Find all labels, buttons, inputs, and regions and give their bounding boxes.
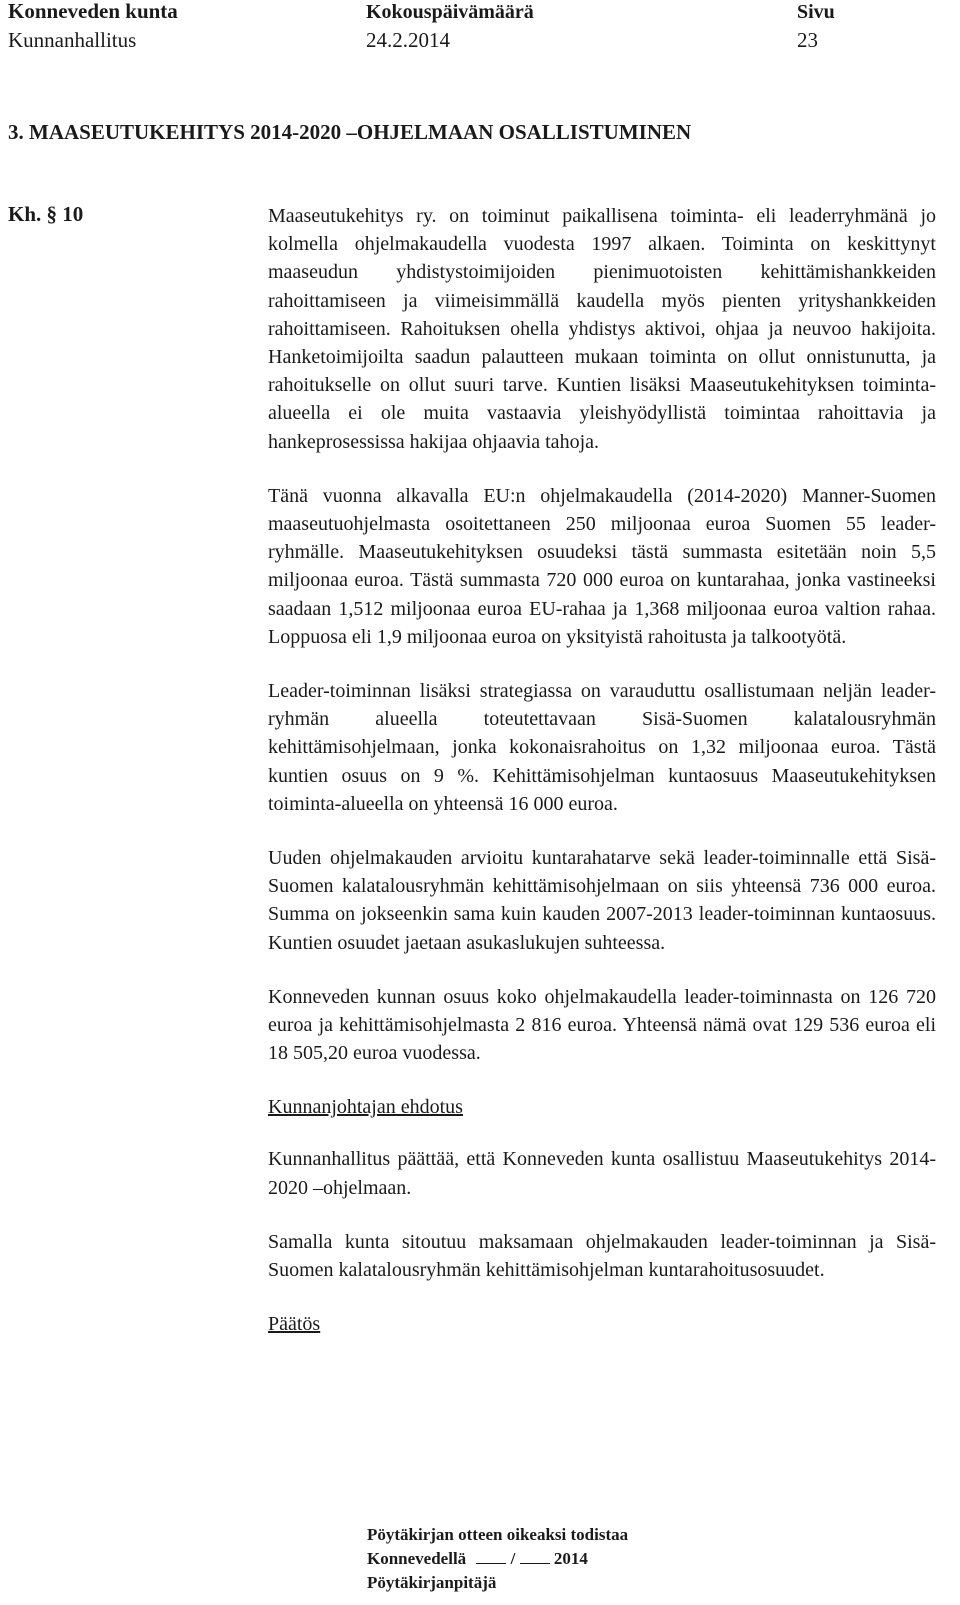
decision-heading: Päätös — [268, 1313, 321, 1336]
org-name: Konneveden kunta — [8, 0, 178, 23]
page-number: 23 — [797, 28, 818, 52]
certification-place-date — [367, 1547, 628, 1571]
paragraph-municipality-share: Konneveden kunnan osuus koko ohjelmakaudella leader-toiminnasta on 126 720 euroa ja kehittämisohjelmasta 2 816 euroa. Yhteensä nämä ovat 129 536 euroa eli 18 505,20 euroa vuodessa. — [268, 985, 936, 1065]
certification-line: Pöytäkirjan otteen oikeaksi todistaa — [367, 1525, 629, 1544]
page-title: 3. MAASEUTUKEHITYS 2014-2020 –OHJELMAAN OSALLISTUMINEN — [8, 120, 692, 144]
proposal-heading: Kunnanjohtajan ehdotus — [268, 1096, 463, 1119]
secretary-label: Pöytäkirjanpitäjä — [367, 1573, 497, 1592]
body-name: Kunnanhallitus — [8, 28, 137, 52]
place-name: Konnevedellä — [367, 1549, 467, 1568]
paragraph-fishery-programme: Leader-toiminnan lisäksi strategiassa on varauduttu osallistumaan neljän leader-ryhmän alueella toteutettavaan Sisä-Suomen kalatalousryhmän kehittämisohjelmaan, jonka kokonaisrahoitus on 1,32 miljoonaa euroa. Tästä kuntien osuus on 9 %. Kehittämisohjelman kuntaosuus Maaseutukehityksen toiminta-alueella on yhteensä 16 000 euroa. — [268, 680, 936, 815]
page-label: Sivu — [797, 1, 835, 23]
section-id: Kh. § 10 — [8, 202, 84, 226]
paragraph-funding: Tänä vuonna alkavalla EU:n ohjelmakaudella (2014-2020) Manner-Suomen maaseutuohjelmasta osoitettaneen 250 miljoonaa euroa Suomen 55 leader-ryhmälle. Maaseutukehityksen osuudeksi tästä summasta esitetään noin 5,5 miljoonaa euroa. Tästä summasta 720 000 euroa on kuntarahaa, jonka vastineeksi saadaan 1,512 miljoonaa euroa EU-rahaa ja 1,368 miljoonaa euroa valtion rahaa. Loppuosa eli 1,9 miljoonaa euroa on yksityistä rahoitusta ja talkootyötä. — [268, 484, 936, 648]
month-blank — [520, 1548, 550, 1564]
certification-footer — [367, 1523, 628, 1595]
date-slash: / — [510, 1549, 516, 1568]
paragraph-background: Maaseutukehitys ry. on toiminut paikallisena toiminta- eli leaderryhmänä jo kolmella ohjelmakaudella vuodesta 1997 alkaen. Toiminta on keskittynyt maaseudun yhdistystoimijoiden pienimuotoisten kehittämishankkeiden rahoittamiseen ja viimeisimmällä kaudella myös pienten yrityshankkeiden rahoittamiseen. Rahoituksen ohella yhdistys aktivoi, ohjaa ja neuvoo hakijoita. Hanketoimijoilta saadun palautteen mukaan toiminta on ollut onnistunutta, ja rahoitukselle on ollut suuri tarve. Kuntien lisäksi Maaseutukehityksen toiminta-alueella ei ole muita vastaavia yleishyödyllistä toimintaa rahoittavia ja hankeprosessissa hakijaa ohjaavia tahoja. — [268, 205, 936, 453]
main-content — [268, 202, 936, 1362]
date-label: Kokouspäivämäärä — [366, 1, 534, 23]
proposal-paragraph: Kunnanhallitus päättää, että Konneveden kunta osallistuu Maaseutukehitys 2014-2020 –ohjelmaan. — [268, 1148, 936, 1199]
year: 2014 — [553, 1549, 588, 1568]
meeting-date: 24.2.2014 — [366, 28, 450, 52]
day-blank — [476, 1548, 506, 1564]
commitment-paragraph: Samalla kunta sitoutuu maksamaan ohjelmakauden leader-toiminnan ja Sisä-Suomen kalatalousryhmän kehittämisohjelman kuntarahoitusosuudet. — [268, 1230, 936, 1282]
paragraph-total-need: Uuden ohjelmakauden arvioitu kuntarahatarve sekä leader-toiminnalle että Sisä-Suomen kalatalousryhmän kehittämisohjelmaan on siis yhteensä 736 000 euroa. Summa on jokseenkin sama kuin kauden 2007-2013 leader-toiminnan kuntaosuus. Kuntien osuudet jaetaan asukaslukujen suhteessa. — [268, 847, 936, 954]
